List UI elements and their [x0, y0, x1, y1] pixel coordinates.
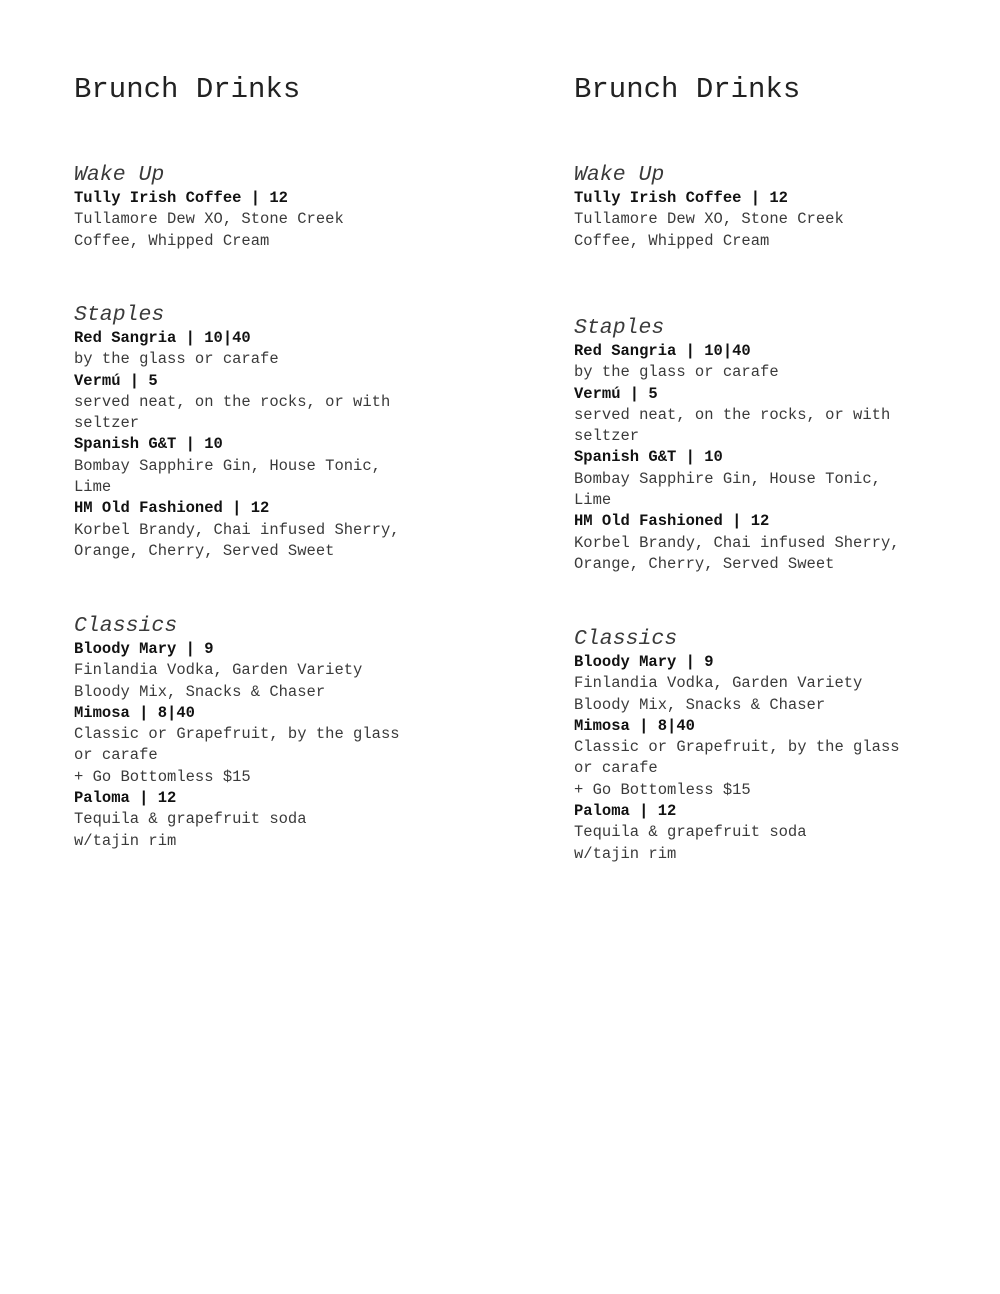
menu-item [574, 341, 974, 384]
item-description: Classic or Grapefruit, by the glass or carafe + Go Bottomless $15 [74, 725, 400, 786]
section-title: Staples [74, 303, 165, 327]
item-name: Paloma | 12 [574, 802, 677, 821]
menu-item [74, 639, 474, 703]
item-name: Vermú | 5 [74, 371, 158, 390]
menu-item [74, 434, 474, 498]
section-title: Classics [74, 614, 178, 638]
section-wake-up [74, 162, 474, 252]
item-description: Tequila & grapefruit soda w/tajin rim [74, 810, 307, 850]
item-description: Finlandia Vodka, Garden Variety Bloody Mix, Snacks & Chaser [574, 674, 863, 714]
item-name: HM Old Fashioned | 12 [574, 512, 770, 531]
item-description: by the glass or carafe [74, 350, 279, 369]
menu-item [574, 188, 974, 252]
item-name: Mimosa | 8|40 [574, 716, 695, 735]
menu-title: Brunch Drinks [74, 73, 301, 106]
item-name: Red Sangria | 10|40 [74, 329, 251, 347]
item-name: Spanish G&T | 10 [74, 435, 223, 454]
item-name: Bloody Mary | 9 [74, 640, 214, 658]
section-classics [74, 613, 474, 852]
item-description: Tequila & grapefruit soda w/tajin rim [574, 823, 807, 863]
item-name: Spanish G&T | 10 [574, 448, 723, 467]
item-description: Korbel Brandy, Chai infused Sherry, Orange, Cherry, Served Sweet [74, 520, 400, 560]
item-description: Tullamore Dew XO, Stone Creek Coffee, Whipped Cream [574, 210, 844, 250]
item-description: Korbel Brandy, Chai infused Sherry, Orange, Cherry, Served Sweet [574, 533, 900, 573]
item-name: Red Sangria | 10|40 [574, 342, 751, 360]
item-name: Bloody Mary | 9 [574, 653, 714, 671]
item-description: Classic or Grapefruit, by the glass or carafe + Go Bottomless $15 [574, 738, 900, 799]
section-wake-up [574, 162, 974, 252]
item-description: Tullamore Dew XO, Stone Creek Coffee, Whipped Cream [74, 210, 344, 250]
item-description: Finlandia Vodka, Garden Variety Bloody Mix, Snacks & Chaser [74, 661, 363, 701]
item-description: served neat, on the rocks, or with seltzer [574, 405, 891, 446]
menu-item [74, 788, 474, 852]
item-description: by the glass or carafe [574, 363, 779, 382]
menu-item [74, 703, 474, 788]
menu-item [574, 447, 974, 511]
item-description: Bombay Sapphire Gin, House Tonic, Lime [574, 469, 881, 510]
item-name: Vermú | 5 [574, 384, 658, 403]
menu-item [74, 328, 474, 371]
section-title: Staples [574, 316, 665, 340]
menu-item [574, 511, 974, 575]
menu-item [74, 188, 474, 252]
item-name: HM Old Fashioned | 12 [74, 499, 270, 518]
menu-item [574, 801, 974, 865]
menu-item [574, 716, 974, 801]
item-name: Tully Irish Coffee | 12 [574, 189, 788, 207]
menu-item [574, 652, 974, 716]
menu-item [74, 498, 474, 562]
menu-item [574, 384, 974, 448]
section-classics [574, 626, 974, 865]
section-staples [574, 315, 974, 575]
menu-title: Brunch Drinks [574, 73, 801, 106]
item-name: Paloma | 12 [74, 789, 177, 808]
item-description: Bombay Sapphire Gin, House Tonic, Lime [74, 456, 381, 497]
section-title: Classics [574, 627, 678, 651]
item-description: served neat, on the rocks, or with seltzer [74, 392, 391, 433]
section-staples [74, 302, 474, 562]
item-name: Mimosa | 8|40 [74, 703, 195, 722]
section-title: Wake Up [74, 163, 165, 187]
menu-item [74, 371, 474, 435]
section-title: Wake Up [574, 163, 665, 187]
item-name: Tully Irish Coffee | 12 [74, 189, 288, 207]
